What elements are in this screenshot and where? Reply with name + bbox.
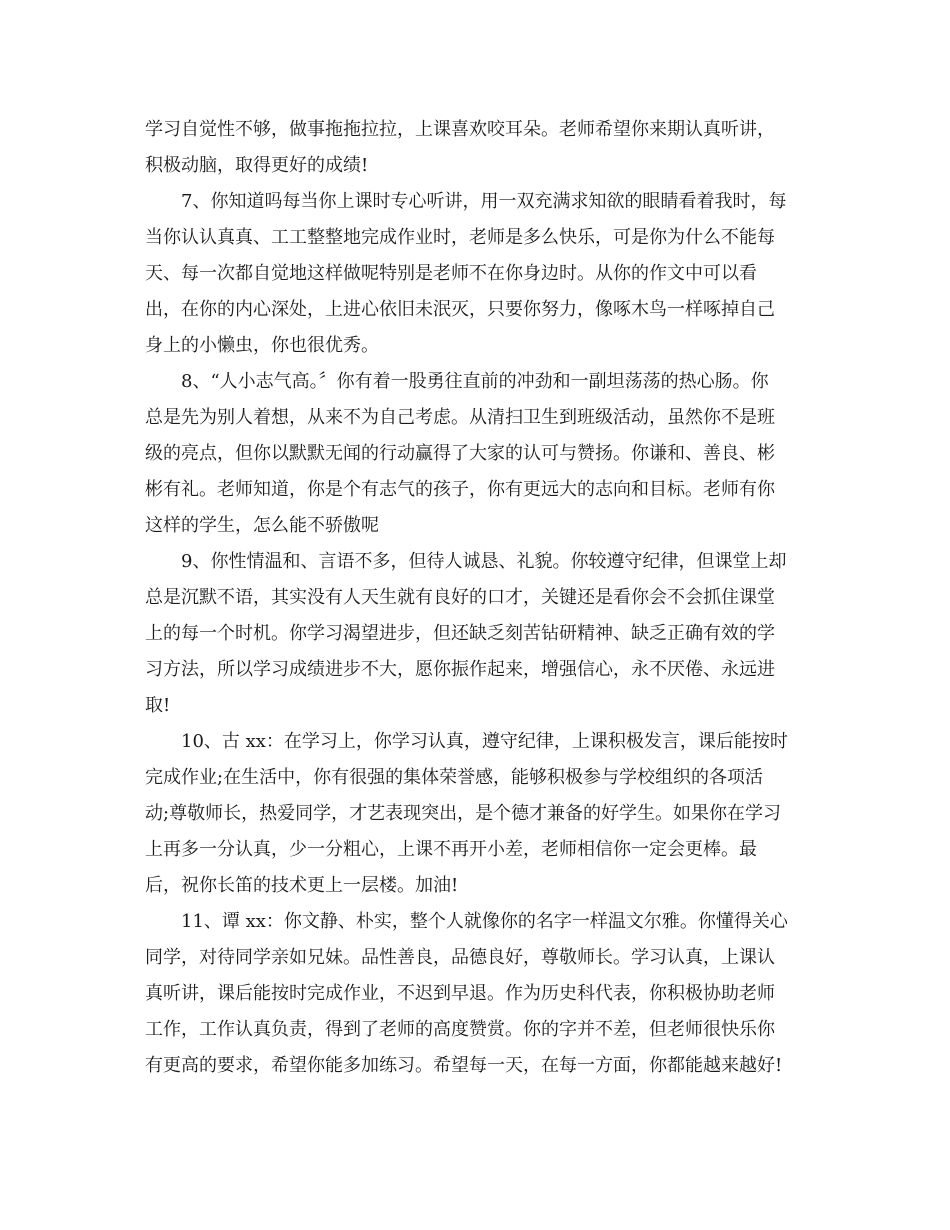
- text-line: 总是沉默不语，其实没有人天生就有良好的口才，关键还是看你会不会抓住课堂: [145, 587, 775, 608]
- text-line: 积极动脑，取得更好的成绩!: [145, 155, 369, 176]
- paragraph-8-start: 8、“人小志气高。〞你有着一股勇往直前的冲劲和一副坦荡荡的热心肠。你: [181, 371, 769, 392]
- text-line: 动;尊敬师长，热爱同学，才艺表现突出，是个德才兼备的好学生。如果你在学习: [145, 803, 782, 824]
- text-line: 同学，对待同学亲如兄妹。品性善良，品德良好，尊敬师长。学习认真，上课认: [145, 947, 775, 968]
- text-line: 天、每一次都自觉地这样做呢特别是老师不在你身边时。从你的作文中可以看: [145, 263, 757, 284]
- text-line: 取!: [145, 695, 171, 716]
- text-line: 这样的学生，怎么能不骄傲呢: [145, 515, 379, 536]
- text-line: 工作，工作认真负责，得到了老师的高度赞赏。你的字并不差，但老师很快乐你: [145, 1019, 775, 1040]
- text-line: 出，在你的内心深处，上进心依旧未泯灭，只要你努力，像啄木鸟一样啄掉自己: [145, 299, 775, 320]
- text-line: 学习自觉性不够，做事拖拖拉拉，上课喜欢咬耳朵。老师希望你来期认真听讲，: [145, 119, 775, 140]
- paragraph-9-start: 9、你性情温和、言语不多，但待人诚恳、礼貌。你较遵守纪律，但课堂上却: [181, 551, 787, 572]
- text-line: 彬有礼。老师知道，你是个有志气的孩子，你有更远大的志向和目标。老师有你: [145, 479, 775, 500]
- text-line: 后，祝你长笛的技术更上一层楼。加油!: [145, 875, 459, 896]
- text-line: 上再多一分认真，少一分粗心，上课不再开小差，老师相信你一定会更棒。最: [145, 839, 757, 860]
- text-line: 总是先为别人着想，从来不为自己考虑。从清扫卫生到班级活动，虽然你不是班: [145, 407, 775, 428]
- text-line: 有更高的要求，希望你能多加练习。希望每一天，在每一方面，你都能越来越好!: [145, 1055, 783, 1076]
- paragraph-7-start: 7、你知道吗每当你上课时专心听讲，用一双充满求知欲的眼睛看着我时，每: [181, 191, 787, 212]
- text-line: 身上的小懒虫，你也很优秀。: [145, 335, 379, 356]
- text-line: 当你认认真真、工工整整地完成作业时，老师是多么快乐，可是你为什么不能每: [145, 227, 775, 248]
- text-line: 级的亮点，但你以默默无闻的行动赢得了大家的认可与赞扬。你谦和、善良、彬: [145, 443, 775, 464]
- paragraph-11-start: 11、谭 xx：你文静、朴实，整个人就像你的名字一样温文尔雅。你懂得关心: [181, 911, 788, 932]
- text-line: 习方法，所以学习成绩进步不大，愿你振作起来，增强信心，永不厌倦、永远进: [145, 659, 775, 680]
- text-line: 完成作业;在生活中，你有很强的集体荣誉感，能够积极参与学校组织的各项活: [145, 767, 764, 788]
- text-line: 上的每一个时机。你学习渴望进步，但还缺乏刻苦钻研精神、缺乏正确有效的学: [145, 623, 775, 644]
- paragraph-10-start: 10、古 xx：在学习上，你学习认真，遵守纪律，上课积极发言，课后能按时: [181, 731, 788, 752]
- text-line: 真听讲，课后能按时完成作业，不迟到早退。作为历史科代表，你积极协助老师: [145, 983, 775, 1004]
